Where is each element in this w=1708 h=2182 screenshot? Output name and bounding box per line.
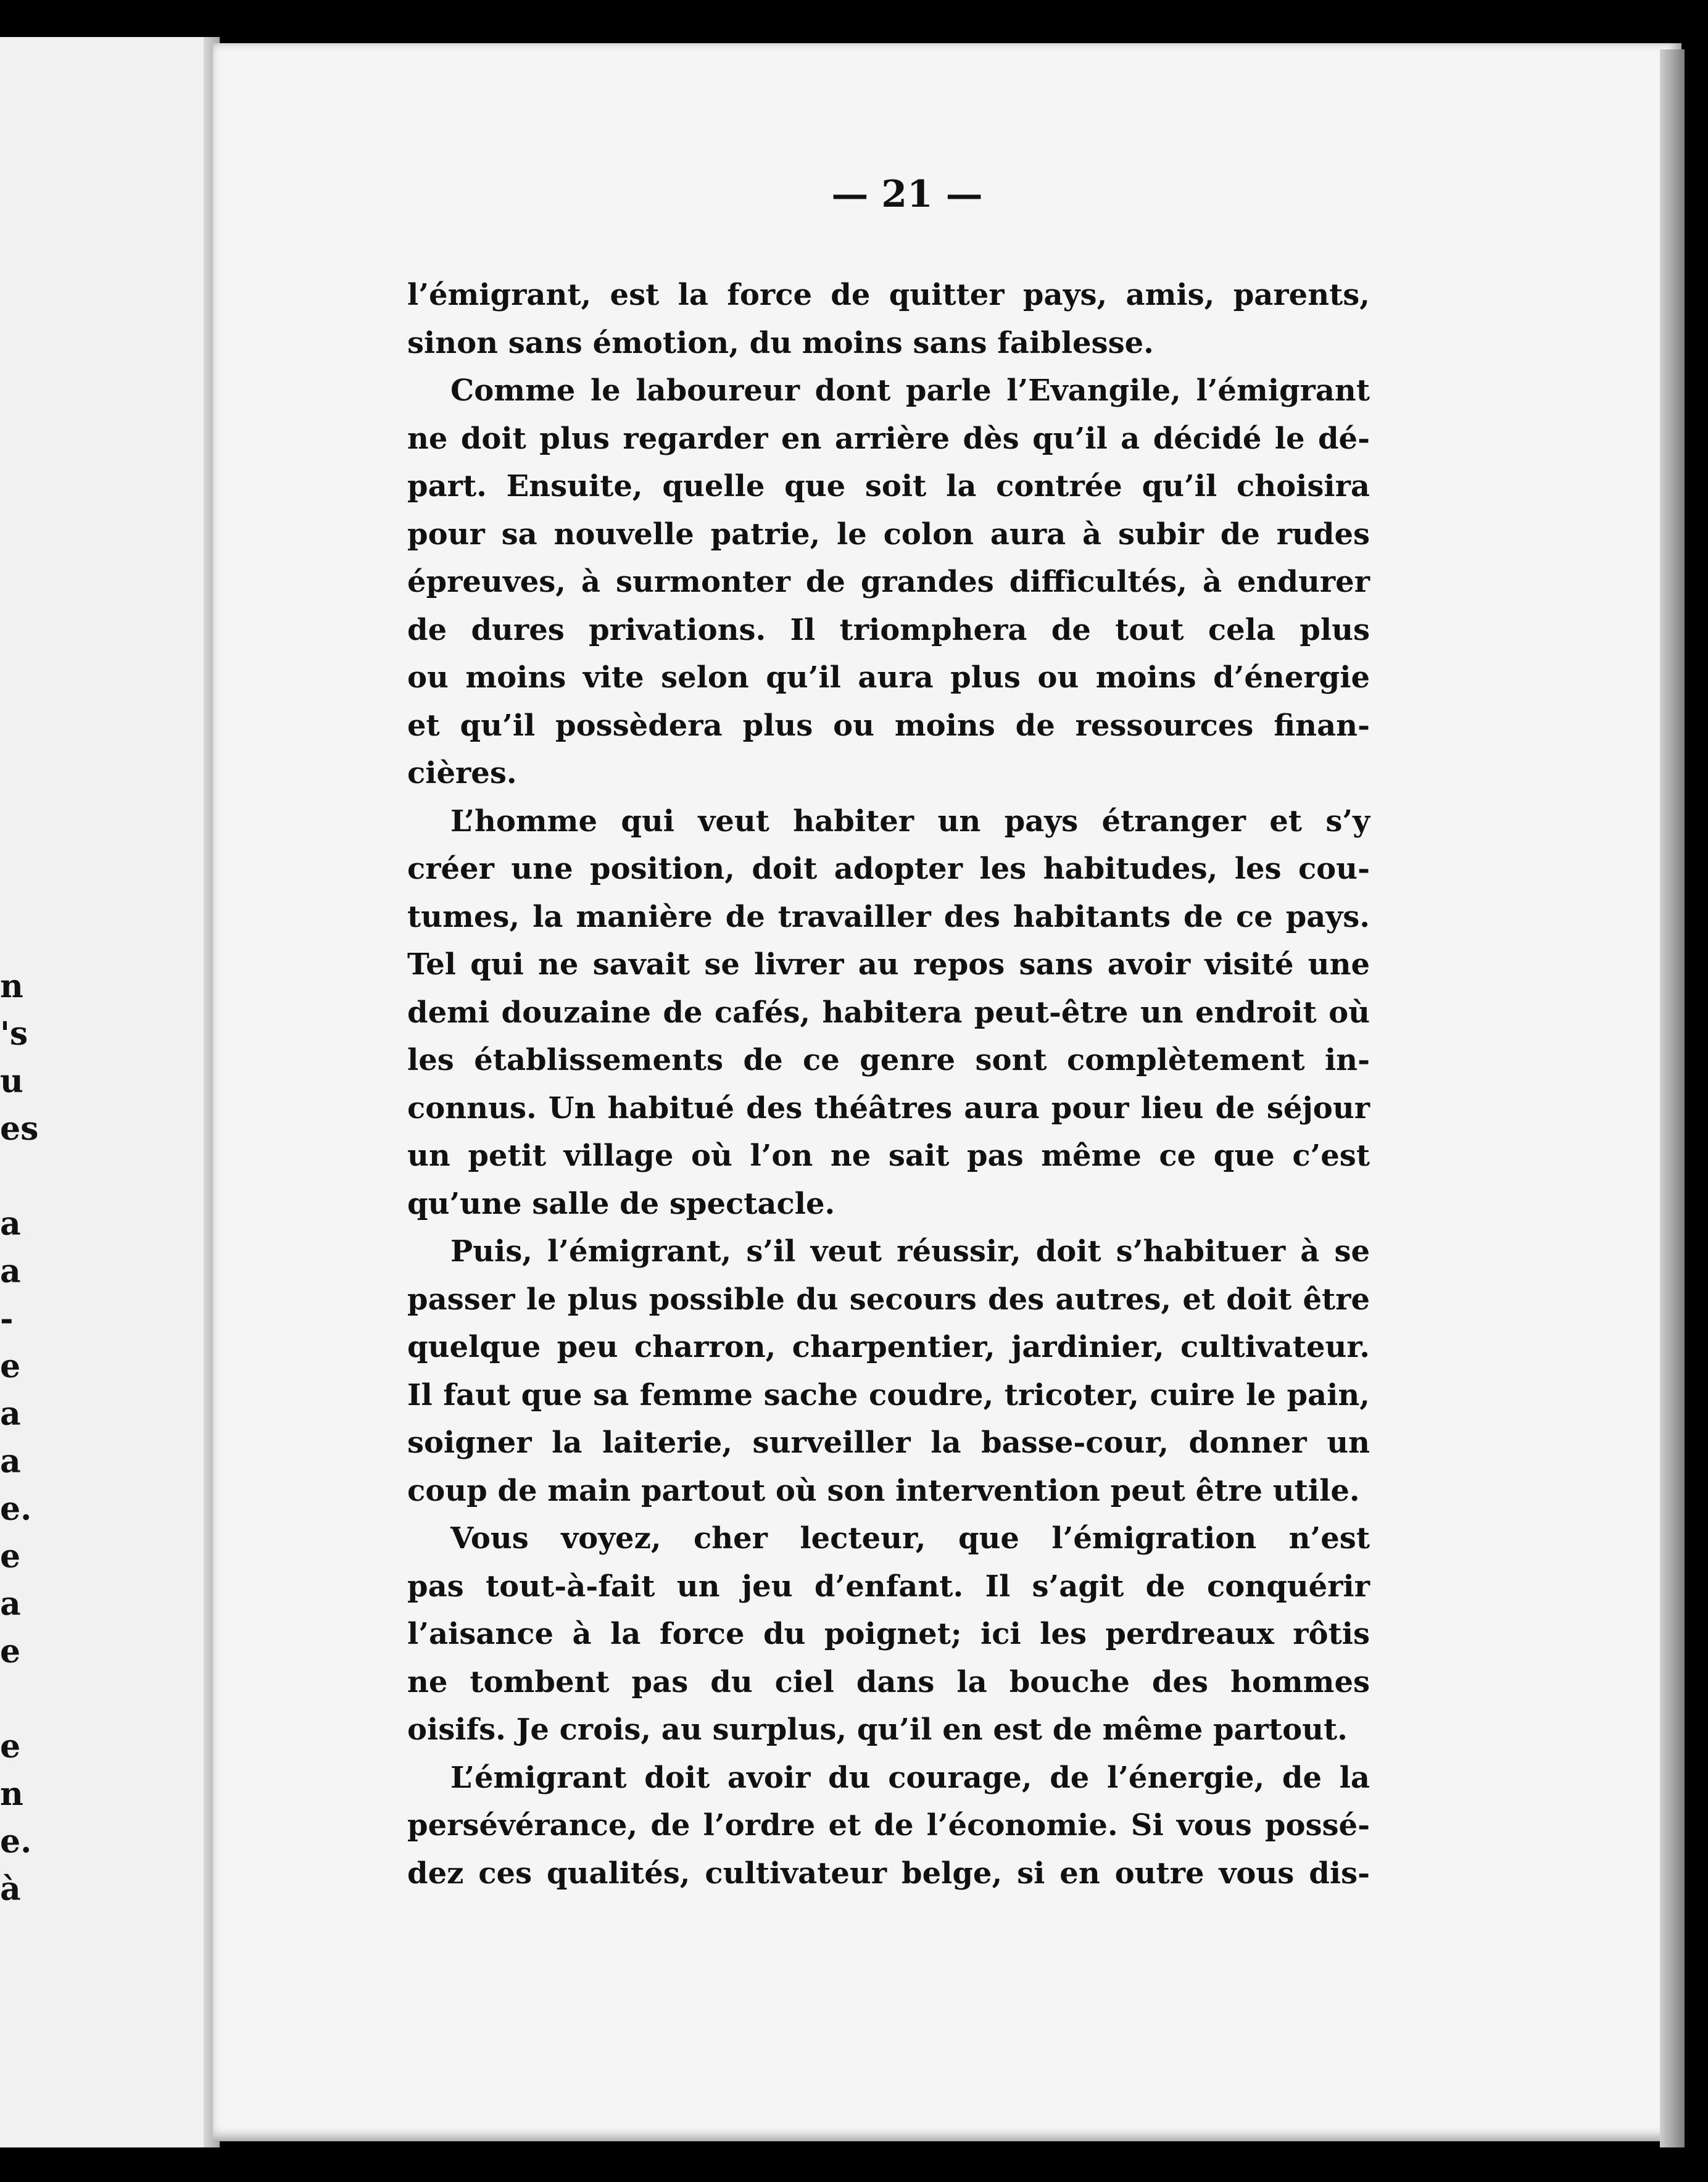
previous-page-fragment: es <box>0 1110 39 1148</box>
text-line: soigner la laiterie, surveiller la basse-cour, donner un <box>407 1425 1370 1460</box>
previous-page-fragment: u <box>0 1063 23 1100</box>
text-line: demi douzaine de cafés, habitera peut-être un endroit où <box>407 995 1370 1030</box>
previous-page-fragment <box>0 1675 25 1723</box>
previous-page-fragment: e. <box>0 1823 32 1861</box>
previous-page-fragment: a <box>0 1443 21 1480</box>
text-line: un petit village où l’on ne sait pas même ce que c’est <box>407 1139 1370 1173</box>
previous-page-text-fragments <box>0 963 39 1913</box>
text-line: ou moins vite selon qu’il aura plus ou moins d’énergie <box>407 660 1370 695</box>
text-line: Comme le laboureur dont parle l’Evangile, l’émigrant <box>450 373 1370 408</box>
text-line: part. Ensuite, quelle que soit la contrée qu’il choisira <box>407 469 1370 504</box>
page-number: — 21 — <box>831 173 983 216</box>
previous-page-fragment: 's <box>0 1015 28 1053</box>
text-line: L’homme qui veut habiter un pays étranger et s’y <box>450 803 1370 839</box>
text-line: l’aisance à la force du poignet; ici les perdreaux rôtis <box>407 1617 1370 1651</box>
previous-page-fragment: a <box>0 1585 21 1623</box>
text-line: créer une position, doit adopter les habitudes, les cou- <box>407 852 1370 886</box>
text-line: quelque peu charron, charpentier, jardinier, cultivateur. <box>407 1330 1370 1364</box>
previous-page-fragment: n <box>0 1775 23 1813</box>
text-line: sinon sans émotion, du moins sans faiblesse. <box>407 325 1154 360</box>
text-line: et qu’il possèdera plus ou moins de ressources finan- <box>407 708 1370 743</box>
previous-page-fragment: a <box>0 1205 21 1243</box>
text-line: ne doit plus regarder en arrière dès qu’il a décidé le dé- <box>407 421 1370 456</box>
text-line: persévérance, de l’ordre et de l’économie. Si vous possé- <box>407 1808 1370 1843</box>
text-line: passer le plus possible du secours des autres, et doit être <box>407 1282 1370 1317</box>
previous-page-fragment: e <box>0 1538 21 1575</box>
text-line: pour sa nouvelle patrie, le colon aura à subir de rudes <box>407 516 1370 552</box>
previous-page-fragment: a <box>0 1395 21 1433</box>
text-line: tumes, la manière de travailler des habitants de ce pays. <box>407 899 1370 934</box>
text-line: pas tout-à-fait un jeu d’enfant. Il s’agit de conquérir <box>407 1569 1370 1604</box>
text-line: épreuves, à surmonter de grandes difficultés, à endurer <box>407 565 1370 599</box>
text-line: dez ces qualités, cultivateur belge, si en outre vous dis- <box>407 1856 1370 1891</box>
previous-page-fragment: e <box>0 1633 21 1670</box>
text-line: Tel qui ne savait se livrer au repos sans avoir visité une <box>407 947 1370 982</box>
text-line: les établissements de ce genre sont complètement in- <box>407 1043 1370 1077</box>
text-line: oisifs. Je crois, au surplus, qu’il en est de même partout. <box>407 1712 1348 1747</box>
previous-page-fragment: n <box>0 968 23 1005</box>
text-line: Il faut que sa femme sache coudre, tricoter, cuire le pain, <box>407 1377 1370 1412</box>
previous-page-fragment <box>0 1153 25 1200</box>
page-body-text <box>407 272 1370 1898</box>
text-line: de dures privations. Il triomphera de tout cela plus <box>407 612 1370 647</box>
previous-page-fragment: - <box>0 1300 14 1338</box>
text-line: connus. Un habitué des théâtres aura pour lieu de séjour <box>407 1090 1370 1126</box>
previous-page-fragment: e <box>0 1348 21 1385</box>
text-line: ne tombent pas du ciel dans la bouche des hommes <box>407 1664 1370 1699</box>
page-edge <box>1660 49 1685 2147</box>
previous-page-fragment: e <box>0 1728 21 1765</box>
previous-page-fragment: a <box>0 1253 21 1290</box>
text-line: L’émigrant doit avoir du courage, de l’énergie, de la <box>450 1760 1370 1795</box>
text-line: qu’une salle de spectacle. <box>407 1186 835 1221</box>
text-line: coup de main partout où son intervention peut être utile. <box>407 1473 1360 1508</box>
previous-page-fragment: à <box>0 1870 21 1908</box>
text-line: l’émigrant, est la force de quitter pays, amis, parents, <box>407 278 1370 312</box>
text-line: Vous voyez, cher lecteur, que l’émigration n’est <box>450 1521 1370 1556</box>
previous-page-fragment: e. <box>0 1490 32 1528</box>
previous-page <box>0 37 214 2147</box>
text-line: cières. <box>407 756 517 790</box>
text-line: Puis, l’émigrant, s’il veut réussir, doit s’habituer à se <box>450 1234 1370 1269</box>
